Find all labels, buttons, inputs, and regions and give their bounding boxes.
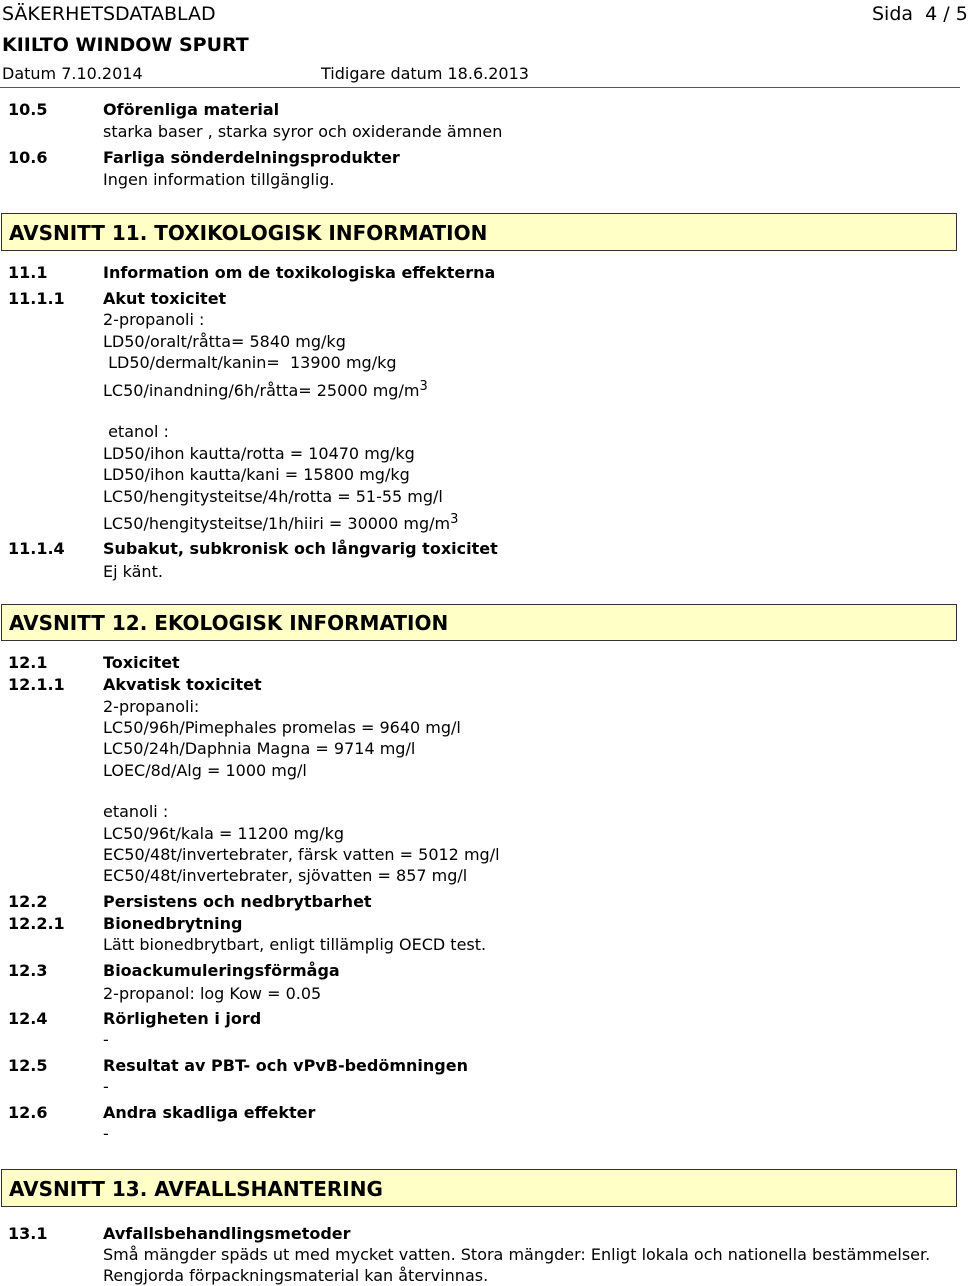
toxicity-value-text: LC50/hengitysteitse/1h/hiiri = 30000 mg/m (103, 514, 451, 533)
toxicity-value-text: LC50/inandning/6h/råtta= 25000 mg/m (103, 381, 420, 400)
section-11-title: AVSNITT 11. TOXIKOLOGISK INFORMATION (9, 221, 488, 245)
section-heading: Farliga sönderdelningsprodukter (103, 148, 400, 167)
section-number: 12.5 (8, 1056, 48, 1075)
section-heading: Toxicitet (103, 653, 180, 672)
substance-label: 2-propanoli: (103, 697, 200, 716)
toxicity-value: LD50/dermalt/kanin= 13900 mg/kg (103, 353, 397, 372)
substance-label: etanoli : (103, 802, 169, 821)
page-label (872, 3, 968, 25)
section-heading: Andra skadliga effekter (103, 1103, 316, 1122)
header-rule (0, 87, 960, 88)
toxicity-value: LD50/ihon kautta/kani = 15800 mg/kg (103, 465, 410, 484)
section-text: 2-propanol: log Kow = 0.05 (103, 984, 322, 1003)
section-text: - (103, 1030, 109, 1049)
section-number: 12.1 (8, 653, 48, 672)
section-heading: Persistens och nedbrytbarhet (103, 892, 372, 911)
unit-exponent: 3 (419, 379, 428, 394)
section-heading: Avfallsbehandlingsmetoder (103, 1224, 351, 1243)
section-text: Ingen information tillgänglig. (103, 170, 335, 189)
section-heading: Rörligheten i jord (103, 1009, 262, 1028)
toxicity-value: LD50/oralt/råtta= 5840 mg/kg (103, 332, 346, 351)
section-number: 11.1 (8, 263, 48, 282)
section-12-title: AVSNITT 12. EKOLOGISK INFORMATION (9, 611, 449, 635)
section-text: Små mängder späds ut med mycket vatten. Stora mängder: Enligt lokala och nationella bestämmelser. (103, 1245, 931, 1264)
page-label-text: Sida (872, 3, 914, 25)
section-heading: Akut toxicitet (103, 289, 227, 308)
section-number: 12.3 (8, 961, 48, 980)
toxicity-value: LC50/96t/kala = 11200 mg/kg (103, 824, 345, 843)
page-number: 4 / 5 (925, 3, 968, 25)
section-text: - (103, 1077, 109, 1096)
section-number: 10.5 (8, 100, 48, 119)
toxicity-value: LD50/ihon kautta/rotta = 10470 mg/kg (103, 444, 415, 463)
section-11-band (1, 213, 957, 251)
unit-exponent: 3 (450, 512, 459, 527)
section-number: 11.1.1 (8, 289, 65, 308)
document-date: Datum 7.10.2014 (2, 64, 143, 83)
section-text: - (103, 1124, 109, 1143)
toxicity-value (103, 379, 428, 400)
toxicity-value: LOEC/8d/Alg = 1000 mg/l (103, 761, 307, 780)
section-number: 12.2.1 (8, 914, 65, 933)
section-heading: Subakut, subkronisk och långvarig toxicitet (103, 539, 498, 558)
section-number: 10.6 (8, 148, 48, 167)
toxicity-value: EC50/48t/invertebrater, sjövatten = 857 mg/l (103, 866, 468, 885)
toxicity-value: LC50/hengitysteitse/4h/rotta = 51-55 mg/l (103, 487, 443, 506)
section-number: 13.1 (8, 1224, 48, 1243)
previous-date: Tidigare datum 18.6.2013 (321, 64, 529, 83)
section-heading: Akvatisk toxicitet (103, 675, 262, 694)
toxicity-value: LC50/24h/Daphnia Magna = 9714 mg/l (103, 739, 416, 758)
section-number: 12.1.1 (8, 675, 65, 694)
section-heading: Information om de toxikologiska effekterna (103, 263, 496, 282)
substance-label: etanol : (103, 422, 169, 441)
section-12-band (1, 604, 957, 641)
section-text: Lätt bionedbrytbart, enligt tillämplig OECD test. (103, 935, 487, 954)
section-heading: Oförenliga material (103, 100, 280, 119)
section-heading: Bionedbrytning (103, 914, 243, 933)
section-number: 12.6 (8, 1103, 48, 1122)
section-number: 11.1.4 (8, 539, 65, 558)
section-13-band (1, 1169, 957, 1207)
section-text: Rengjorda förpackningsmaterial kan återvinnas. (103, 1266, 489, 1285)
section-heading: Resultat av PBT- och vPvB-bedömningen (103, 1056, 468, 1075)
product-name: KIILTO WINDOW SPURT (2, 34, 249, 56)
substance-label: 2-propanoli : (103, 310, 205, 329)
section-number: 12.2 (8, 892, 48, 911)
toxicity-value (103, 512, 458, 533)
toxicity-value: LC50/96h/Pimephales promelas = 9640 mg/l (103, 718, 461, 737)
section-text: starka baser , starka syror och oxiderande ämnen (103, 122, 503, 141)
toxicity-value: EC50/48t/invertebrater, färsk vatten = 5012 mg/l (103, 845, 500, 864)
document-type: SÄKERHETSDATABLAD (2, 3, 216, 25)
section-heading: Bioackumuleringsförmåga (103, 961, 340, 980)
section-text: Ej känt. (103, 562, 163, 581)
section-13-title: AVSNITT 13. AVFALLSHANTERING (9, 1177, 383, 1201)
section-number: 12.4 (8, 1009, 48, 1028)
